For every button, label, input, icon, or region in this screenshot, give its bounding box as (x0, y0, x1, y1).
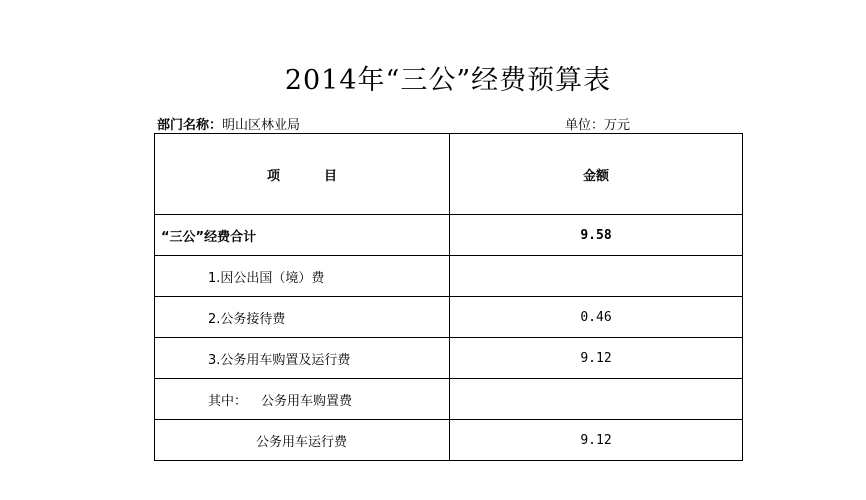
row-value (450, 379, 743, 420)
row-value (450, 256, 743, 297)
row-name: 1.因公出国（境）费 (155, 256, 450, 297)
row-value: 9.12 (450, 420, 743, 461)
header-item-a: 项 (266, 168, 280, 184)
total-value: 9.58 (450, 215, 743, 256)
row-name-text: 公务用车购置费 (261, 393, 353, 409)
table-header-row (155, 134, 743, 215)
table-row (155, 338, 743, 379)
header-item (155, 134, 450, 215)
row-name: 3.公务用车购置及运行费 (155, 338, 450, 379)
row-value: 9.12 (450, 338, 743, 379)
department-value: 明山区林业局 (222, 118, 301, 133)
department-info (157, 114, 300, 133)
budget-table (154, 133, 743, 461)
table-row (155, 420, 743, 461)
row-prefix: 其中： (208, 393, 248, 409)
unit-label: 单位：万元 (565, 118, 631, 133)
table-row (155, 256, 743, 297)
table-row (155, 379, 743, 420)
header-item-b: 目 (324, 168, 338, 184)
department-label: 部门名称： (157, 118, 223, 133)
row-name: 2.公务接待费 (155, 297, 450, 338)
header-amount: 金额 (450, 134, 743, 215)
table-row-total (155, 215, 743, 256)
total-name: “三公”经费合计 (155, 215, 450, 256)
row-name (155, 379, 450, 420)
page-title: 2014年“三公”经费预算表 (284, 65, 612, 96)
row-name: 公务用车运行费 (155, 420, 450, 461)
row-value: 0.46 (450, 297, 743, 338)
table-row (155, 297, 743, 338)
